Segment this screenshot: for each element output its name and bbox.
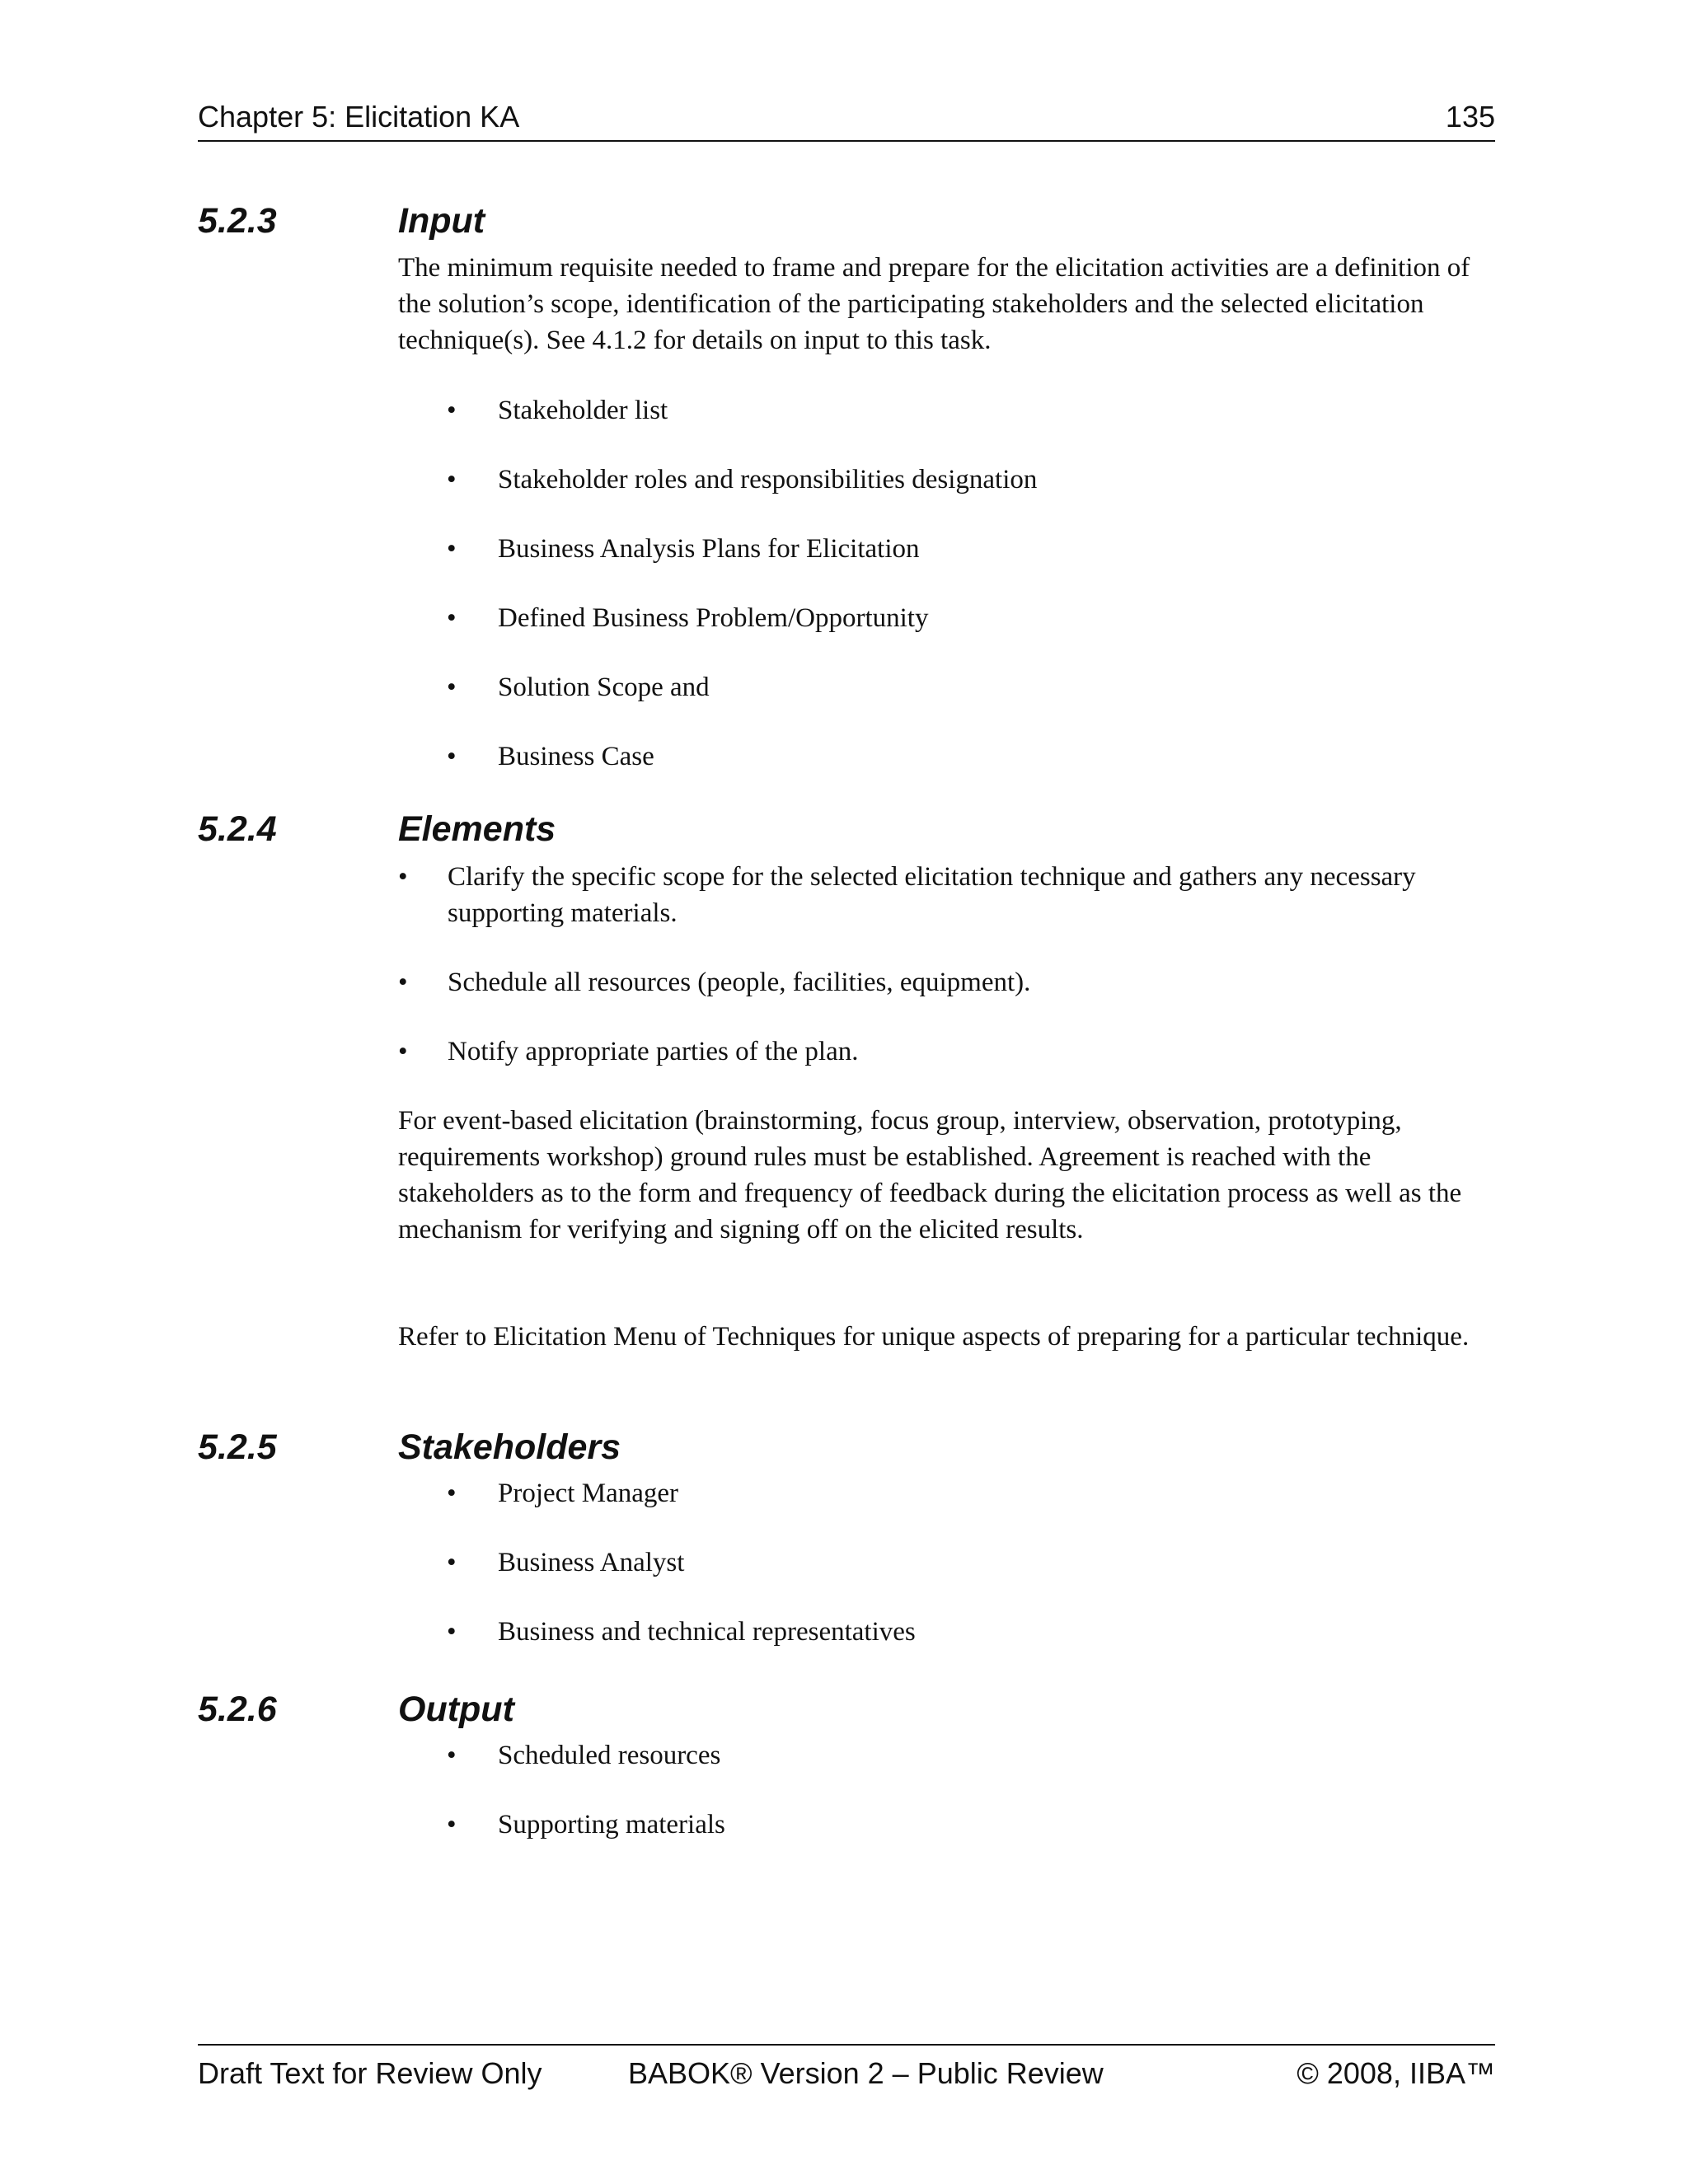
bullet-icon: • <box>447 396 457 425</box>
list-item-text: Defined Business Problem/Opportunity <box>498 603 929 633</box>
bullet-icon: • <box>447 603 457 633</box>
bullet-icon: • <box>447 1810 457 1840</box>
footer-draft-notice: Draft Text for Review Only <box>198 2056 542 2090</box>
bullet-icon: • <box>447 1741 457 1770</box>
bullet-icon: • <box>398 862 408 892</box>
list-item-text: Business Analyst <box>498 1548 685 1577</box>
list-item-text: Business and technical representatives <box>498 1617 916 1647</box>
bullet-icon: • <box>447 742 457 771</box>
list-item-text: Stakeholder roles and responsibilities designation <box>498 465 1038 494</box>
bullet-icon: • <box>447 673 457 702</box>
chapter-title: Chapter 5: Elicitation KA <box>198 100 520 134</box>
list-item-text: Supporting materials <box>498 1810 725 1840</box>
input-paragraph: The minimum requisite needed to frame and prepare for the elicitation activities are a definition of the solution’s scope, identification of the participating stakeholders and the selected elicitation technique(s). See 4.1.2 for details on input to this task. <box>398 253 1470 355</box>
bullet-icon: • <box>447 1479 457 1508</box>
bullet-icon: • <box>447 465 457 494</box>
list-item-text: Business Case <box>498 742 654 771</box>
section-title-input: Input <box>398 201 485 241</box>
list-item-text: Clarify the specific scope for the selected elicitation technique and gathers any necessary supporting materials. <box>448 862 1416 928</box>
section-number-input: 5.2.3 <box>198 201 277 241</box>
footer-version: BABOK® Version 2 – Public Review <box>628 2056 1104 2090</box>
section-number-elements: 5.2.4 <box>198 809 277 849</box>
section-title-elements: Elements <box>398 809 556 849</box>
bullet-icon: • <box>447 534 457 564</box>
elements-paragraph: Refer to Elicitation Menu of Techniques for unique aspects of preparing for a particular technique. <box>398 1322 1470 1352</box>
bullet-icon: • <box>447 1548 457 1577</box>
page-footer <box>198 2044 1495 2093</box>
footer-copyright: © 2008, IIBA™ <box>1296 2056 1495 2090</box>
elements-paragraph: For event-based elicitation (brainstorming, focus group, interview, observation, prototyping, requirements workshop) ground rules must be established. Agreement is reached with the stakeholders as to the form and frequency of feedback during the elicitation process as well as the mechanism for verifying and signing off on the elicited results. <box>398 1106 1462 1244</box>
section-number-output: 5.2.6 <box>198 1690 277 1729</box>
list-item-text: Scheduled resources <box>498 1741 721 1770</box>
section-title-stakeholders: Stakeholders <box>398 1427 621 1467</box>
bullet-icon: • <box>398 968 408 997</box>
section-number-stakeholders: 5.2.5 <box>198 1427 277 1467</box>
bullet-icon: • <box>447 1617 457 1647</box>
list-item-text: Project Manager <box>498 1479 678 1508</box>
list-item-text: Schedule all resources (people, facilities, equipment). <box>448 968 1031 997</box>
section-title-output: Output <box>398 1690 514 1729</box>
list-item-text: Stakeholder list <box>498 396 668 425</box>
page-number: 135 <box>1445 100 1495 134</box>
list-item-text: Solution Scope and <box>498 673 710 702</box>
page-header <box>198 97 1495 142</box>
list-item-text: Notify appropriate parties of the plan. <box>448 1037 859 1066</box>
bullet-icon: • <box>398 1037 408 1066</box>
list-item-text: Business Analysis Plans for Elicitation <box>498 534 920 564</box>
